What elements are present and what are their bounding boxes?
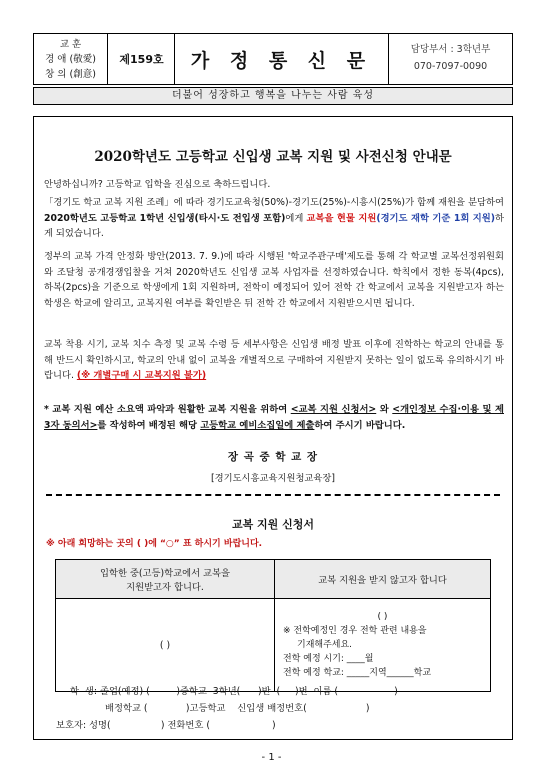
department-info — [389, 34, 512, 84]
privacy-consent-ref: <개인정보 수집·이용 및 제 3자 동의서> — [44, 404, 504, 431]
option-decline-cell[interactable] — [275, 599, 491, 692]
option-receive-line-1: 입학한 중(고등)학교에서 교복을 — [100, 568, 230, 579]
greeting: 안녕하십니까? 고등학교 입학을 진심으로 축하드립니다. — [44, 179, 271, 190]
notice-body — [33, 116, 513, 740]
notice-text-4: 하여 주시기 바랍니다. — [314, 419, 406, 431]
motto-label: 교 훈 — [59, 39, 82, 50]
principal-signature: 장 곡 중 학 교 장 — [227, 451, 319, 463]
option-receive-cell[interactable] — [56, 599, 275, 692]
student-info-line[interactable]: 학 생: 졸업(예정) ( )중학교 3학년( )반 ( )번 이름 ( ) — [70, 686, 398, 697]
funding-text: 「경기도 학교 교복 지원 조례」에 따라 경기도교육청(50%)-경기도(25%)-시흥시(25%)가 함께 재원을 분담하여 — [44, 197, 504, 208]
transfer-note: ※ 전학예정인 경우 전학 관련 내용을 — [283, 626, 427, 636]
in-kind-support: 교복을 현물 지원 — [306, 212, 377, 224]
motto-line-2: 창 의 (創意) — [45, 69, 96, 80]
form-title: 교복 지원 신청서 — [231, 518, 315, 531]
phone-number: 070-7097-0090 — [413, 61, 488, 72]
individual-purchase-warning: (※ 개별구매 시 교복지원 불가) — [76, 370, 207, 381]
caution-text: 교복 착용 시기, 교복 치수 측정 및 교복 수령 등 세부사항은 신입생 배정 발표 이후에 진학하는 학교의 안내를 통해 반드시 확인하시고, 학교의 안내 없이 교복을 개별적으로 구매하여 지원받지 못하는 일이 없도록 유의하시기 바랍니다. — [44, 339, 504, 381]
transfer-note-2: 기재해주세요. — [297, 640, 353, 650]
school-motto — [34, 34, 108, 84]
submission-notice — [44, 402, 504, 433]
notice-title: 2020학년도 고등학교 신입생 교복 지원 및 사전신청 안내문 — [94, 149, 452, 165]
application-table — [55, 559, 491, 692]
newsletter-header — [33, 33, 513, 85]
notice-text: * 교복 지원 예산 소요액 파악과 원활한 교복 지원을 위하여 — [44, 404, 291, 415]
application-form-ref: <교복 지원 신청서> — [290, 404, 377, 415]
paragraph-procurement: 정부의 교복 가격 안정화 방안(2013. 7. 9.)에 따라 시행된 '학교주관구매'제도를 통해 각 학교별 교복선정위원회와 조달청 공개경쟁입찰을 거쳐 2020학년도 신입생 교복 사업자를 선정하였습니다. 학칙에서 정한 동복(4pcs), 하복(2pcs)을 기준으로 학생에게 1회 지원하며, 전학이 예정되어 있어 전학 간 학교에서 교복을 지원받고자 하는 학생은 학교에 알리고, 교복지원 여부를 확인받은 뒤 전학 간 학교에서 지원받으시면 됩니다. — [44, 251, 504, 309]
support-condition: (경기도 재학 기준 1회 지원) — [376, 212, 495, 224]
paragraph-caution — [44, 337, 504, 384]
form-instruction: ※ 아래 희망하는 곳의 ( )에 “○” 표 하시기 바랍니다. — [46, 539, 263, 549]
motto-line-1: 경 애 (敬愛) — [45, 54, 96, 65]
funding-text-2: 에게 — [285, 212, 307, 224]
issue-number: 제159호 — [109, 34, 175, 84]
notice-text-3: 를 작성하여 배정된 해당 — [97, 419, 201, 431]
notice-text-2: 와 — [376, 404, 393, 415]
cut-line — [46, 494, 500, 496]
eligible-students: 2020학년도 고등학교 1학년 신입생(타시·도 전입생 포함) — [44, 212, 286, 224]
sender-line: [경기도시흥교육지원청교육장] — [210, 473, 335, 484]
department: 담당부서 : 3학년부 — [410, 44, 491, 55]
paragraph-funding — [44, 195, 504, 242]
transfer-school-field[interactable]: 전학 예정 학교: _____지역______학교 — [283, 668, 432, 678]
funding-text-3: 하게 되었습니다. — [44, 212, 504, 239]
option-receive-header — [56, 560, 275, 599]
school-slogan: 더불어 성장하고 행복을 나누는 사람 육성 — [33, 87, 513, 105]
guardian-info-line[interactable]: 보호자: 성명( ) 전화번호 ( ) — [56, 720, 276, 731]
option-receive-line-2: 지원받고자 합니다. — [126, 582, 204, 593]
assigned-school-line[interactable]: 배정학교 ( )고등학교 신입생 배정번호( ) — [105, 703, 370, 714]
page-number: - 1 - — [261, 752, 282, 763]
submission-deadline: 고등학교 예비소집일에 제출 — [200, 419, 315, 431]
newsletter-title: 가 정 통 신 문 — [175, 34, 389, 84]
option-receive-checkbox[interactable]: ( ) — [159, 639, 171, 651]
option-decline-checkbox[interactable]: ( ) — [377, 612, 388, 622]
option-decline-header: 교복 지원을 받지 않고자 합니다 — [275, 560, 491, 599]
transfer-time-field[interactable]: 전학 예정 시기: ____월 — [283, 654, 374, 664]
